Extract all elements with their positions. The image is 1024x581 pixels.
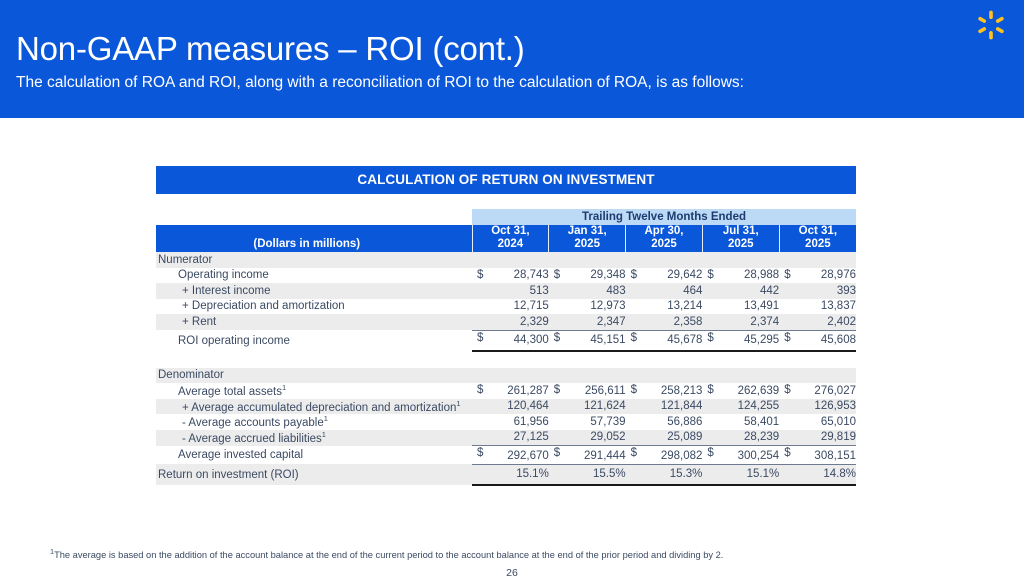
- cell-value: 300,254: [737, 449, 780, 462]
- cell-value: 13,837: [820, 300, 856, 313]
- section-row-empty-cell: [549, 252, 626, 268]
- table-cell: [626, 464, 703, 485]
- table-cell: [549, 414, 626, 430]
- cell-value: 45,678: [667, 334, 703, 347]
- table-cell: [702, 414, 779, 430]
- table-row: [156, 464, 856, 485]
- section-row-empty-cell: [626, 252, 703, 268]
- currency-symbol: $: [553, 384, 561, 397]
- table-cell: [779, 314, 856, 330]
- row-label: Average invested capital: [178, 448, 304, 461]
- units-label: (Dollars in millions): [156, 225, 472, 253]
- table-header: [156, 209, 856, 252]
- cell-value: 483: [606, 284, 626, 297]
- currency-symbol: $: [707, 384, 714, 397]
- table-cell: [779, 330, 856, 351]
- table-cell: [549, 430, 626, 446]
- table-cell: [626, 399, 703, 415]
- cell-value: 513: [529, 284, 549, 297]
- cell-value: 2,329: [520, 315, 549, 328]
- table-cell: [549, 283, 626, 299]
- cell-value: 2,347: [596, 315, 626, 328]
- row-label: + Rent: [182, 316, 217, 329]
- column-header-4-bottom: 2025: [805, 238, 831, 251]
- currency-symbol: $: [707, 331, 714, 344]
- table-row: [156, 330, 856, 351]
- table-cell: [702, 299, 779, 315]
- currency-symbol: $: [553, 447, 561, 460]
- table-cell: [779, 414, 856, 430]
- table-cell: [549, 464, 626, 485]
- table-cell: [549, 330, 626, 351]
- table-cell: [626, 314, 703, 330]
- cell-value: 29,052: [590, 431, 626, 444]
- cell-value: 262,639: [737, 384, 780, 397]
- section-label: Numerator: [158, 253, 213, 266]
- cell-value: 121,844: [660, 400, 703, 413]
- cell-value: 15.3%: [669, 468, 703, 481]
- table-cell: [626, 383, 703, 399]
- table-cell: [702, 330, 779, 351]
- table-cell: [626, 283, 703, 299]
- table-cell: [779, 283, 856, 299]
- cell-value: 120,464: [507, 400, 549, 413]
- roi-table-container: [156, 166, 856, 486]
- table-cell: [626, 299, 703, 315]
- page-number: 26: [506, 567, 518, 579]
- currency-symbol: $: [477, 331, 484, 344]
- section-row-empty-cell: [779, 368, 856, 384]
- column-header-3: [702, 225, 779, 253]
- currency-symbol: $: [477, 268, 484, 281]
- table-cell: [472, 383, 549, 399]
- table-cell: [472, 414, 549, 430]
- row-label: - Average accounts payable$^1$: [182, 414, 328, 430]
- section-row-empty-cell: [472, 368, 549, 384]
- column-header-1-top: Jan 31,: [567, 224, 607, 237]
- currency-symbol: $: [784, 447, 791, 460]
- cell-value: 28,743: [513, 269, 549, 282]
- table-cell: [549, 383, 626, 399]
- table-cell: [702, 314, 779, 330]
- column-header-2: [626, 225, 703, 253]
- table-row: [156, 430, 856, 446]
- cell-value: 28,988: [744, 269, 780, 282]
- table-cell: [626, 268, 703, 284]
- column-header-3-top: Jul 31,: [722, 224, 759, 237]
- currency-symbol: $: [630, 384, 637, 397]
- cell-value: 121,624: [584, 400, 626, 413]
- cell-value: 29,642: [667, 269, 703, 282]
- cell-value: 28,239: [744, 431, 780, 444]
- column-header-0-top: Oct 31,: [491, 224, 530, 237]
- table-cell: [549, 314, 626, 330]
- table-cell: [702, 464, 779, 485]
- cell-value: 45,608: [820, 334, 856, 347]
- table-cell: [702, 430, 779, 446]
- table-cell: [779, 430, 856, 446]
- row-footnote-marker: 1: [282, 383, 287, 393]
- cell-value: 29,819: [820, 431, 856, 444]
- table-row: [156, 314, 856, 330]
- cell-value: 58,401: [744, 415, 780, 428]
- cell-value: 13,491: [744, 300, 780, 313]
- section-row-empty-cell: [549, 368, 626, 384]
- row-label: - Average accrued liabilities$^1$: [182, 430, 326, 445]
- column-header-0-bottom: 2024: [497, 238, 524, 251]
- table-cell: [549, 399, 626, 415]
- table-cell: [626, 446, 703, 465]
- currency-symbol: $: [630, 447, 637, 460]
- table-cell: [472, 330, 549, 351]
- footnote-marker: 1: [50, 547, 55, 556]
- row-footnote-marker: 1: [323, 414, 328, 424]
- table-body: [156, 252, 856, 485]
- table-cell: [779, 446, 856, 465]
- cell-value: 12,715: [513, 300, 549, 313]
- table-column-header-row: [156, 225, 856, 253]
- cell-value: 28,976: [820, 269, 856, 282]
- table-row: [156, 383, 856, 399]
- currency-symbol: $: [784, 268, 791, 281]
- walmart-spark-logo: [976, 10, 1006, 40]
- currency-symbol: $: [784, 384, 791, 397]
- slide-header-band: [0, 0, 1024, 118]
- table-cell: [779, 399, 856, 415]
- table-cell: [549, 446, 626, 465]
- cell-value: 44,300: [513, 334, 549, 347]
- currency-symbol: $: [553, 268, 561, 281]
- column-header-1-bottom: 2025: [574, 238, 600, 251]
- table-section-spacer: [156, 351, 856, 368]
- roi-table: [156, 209, 856, 486]
- cell-value: 45,151: [590, 334, 626, 347]
- cell-value: 12,973: [590, 300, 626, 313]
- cell-value: 291,444: [584, 449, 626, 462]
- cell-value: 61,956: [513, 415, 549, 428]
- cell-value: 2,374: [750, 315, 780, 328]
- table-cell: [702, 268, 779, 284]
- column-header-1: [549, 225, 626, 253]
- table-row: [156, 446, 856, 465]
- cell-value: 126,953: [814, 400, 856, 413]
- footnote-text: The average is based on the addition of the account balance at the end of the current period to the account balance at the end of the prior period and dividing by 2.: [54, 550, 724, 561]
- cell-value: 276,027: [814, 384, 856, 397]
- table-cell: [472, 464, 549, 485]
- table-cell: [779, 383, 856, 399]
- table-cell: [472, 430, 549, 446]
- table-cell: [779, 268, 856, 284]
- section-row-empty-cell: [702, 252, 779, 268]
- currency-symbol: $: [477, 384, 484, 397]
- cell-value: 56,886: [667, 415, 703, 428]
- cell-value: 292,670: [507, 449, 549, 462]
- column-header-2-top: Apr 30,: [644, 224, 684, 237]
- table-row: [156, 283, 856, 299]
- table-row: [156, 299, 856, 315]
- page-title: Non-GAAP measures – ROI (cont.): [16, 30, 525, 67]
- cell-value: 258,213: [660, 384, 703, 397]
- row-label: + Average accumulated depreciation and amortization$^1$: [182, 398, 461, 414]
- cell-value: 15.5%: [592, 468, 626, 481]
- currency-symbol: $: [553, 331, 561, 344]
- cell-value: 261,287: [507, 384, 549, 397]
- column-header-4-top: Oct 31,: [798, 224, 838, 237]
- section-row-empty-cell: [779, 252, 856, 268]
- table-row: [156, 268, 856, 284]
- row-label: Return on investment (ROI): [158, 468, 299, 481]
- cell-value: 2,358: [673, 315, 703, 328]
- table-cell: [549, 268, 626, 284]
- table-row: [156, 399, 856, 415]
- footnote: [50, 547, 723, 560]
- table-section-row: [156, 368, 856, 384]
- cell-value: 57,739: [590, 415, 626, 428]
- table-cell: [702, 399, 779, 415]
- cell-value: 45,295: [744, 334, 780, 347]
- section-row-empty-cell: [472, 252, 549, 268]
- table-cell: [472, 299, 549, 315]
- table-cell: [626, 330, 703, 351]
- cell-value: 14.8%: [823, 468, 856, 481]
- currency-symbol: $: [477, 447, 484, 460]
- table-cell: [472, 446, 549, 465]
- cell-value: 464: [683, 284, 703, 297]
- cell-value: 256,611: [584, 384, 626, 397]
- group-header-label: Trailing Twelve Months Ended: [472, 209, 856, 225]
- section-label: Denominator: [158, 369, 224, 382]
- cell-value: 15.1%: [516, 468, 549, 481]
- cell-value: 29,348: [590, 269, 626, 282]
- column-header-4: [779, 225, 856, 253]
- table-cell: [626, 430, 703, 446]
- column-header-0: [472, 225, 549, 253]
- cell-value: 2,402: [827, 315, 856, 328]
- cell-value: 25,089: [667, 431, 703, 444]
- currency-symbol: $: [630, 331, 637, 344]
- cell-value: 15.1%: [746, 468, 780, 481]
- table-cell: [779, 299, 856, 315]
- table-section-row: [156, 252, 856, 268]
- currency-symbol: $: [784, 331, 791, 344]
- currency-symbol: $: [630, 268, 637, 281]
- table-cell: [702, 383, 779, 399]
- cell-value: 27,125: [513, 431, 549, 444]
- table-cell: [626, 414, 703, 430]
- row-label: Average total assets$^1$: [178, 383, 287, 399]
- cell-value: 442: [760, 284, 780, 297]
- group-header-spacer: [156, 209, 472, 225]
- table-cell: [472, 268, 549, 284]
- spacer-cell: [156, 351, 856, 368]
- table-title: CALCULATION OF RETURN ON INVESTMENT: [156, 166, 856, 194]
- row-label: + Depreciation and amortization: [182, 300, 345, 313]
- column-header-3-bottom: 2025: [727, 238, 754, 251]
- cell-value: 13,214: [667, 300, 703, 313]
- table-row: [156, 414, 856, 430]
- row-label: + Interest income: [182, 284, 271, 297]
- table-cell: [702, 446, 779, 465]
- table-cell: [779, 464, 856, 485]
- row-footnote-marker: 1: [321, 430, 326, 440]
- row-label: Operating income: [178, 269, 269, 282]
- cell-value: 65,010: [820, 415, 856, 428]
- cell-value: 308,151: [814, 449, 856, 462]
- currency-symbol: $: [707, 447, 714, 460]
- section-row-empty-cell: [626, 368, 703, 384]
- cell-value: 298,082: [660, 449, 703, 462]
- row-footnote-marker: 1: [456, 398, 461, 408]
- table-cell: [472, 283, 549, 299]
- table-group-header-row: [156, 209, 856, 225]
- currency-symbol: $: [707, 268, 714, 281]
- cell-value: 124,255: [737, 400, 780, 413]
- table-cell: [472, 314, 549, 330]
- cell-value: 393: [836, 284, 856, 297]
- table-cell: [472, 399, 549, 415]
- row-label: ROI operating income: [178, 334, 290, 347]
- table-cell: [702, 283, 779, 299]
- page-subtitle: The calculation of ROA and ROI, along with a reconciliation of ROI to the calculation of ROA, is as follows:: [16, 74, 744, 91]
- column-header-2-bottom: 2025: [651, 238, 677, 251]
- section-row-empty-cell: [702, 368, 779, 384]
- table-cell: [549, 299, 626, 315]
